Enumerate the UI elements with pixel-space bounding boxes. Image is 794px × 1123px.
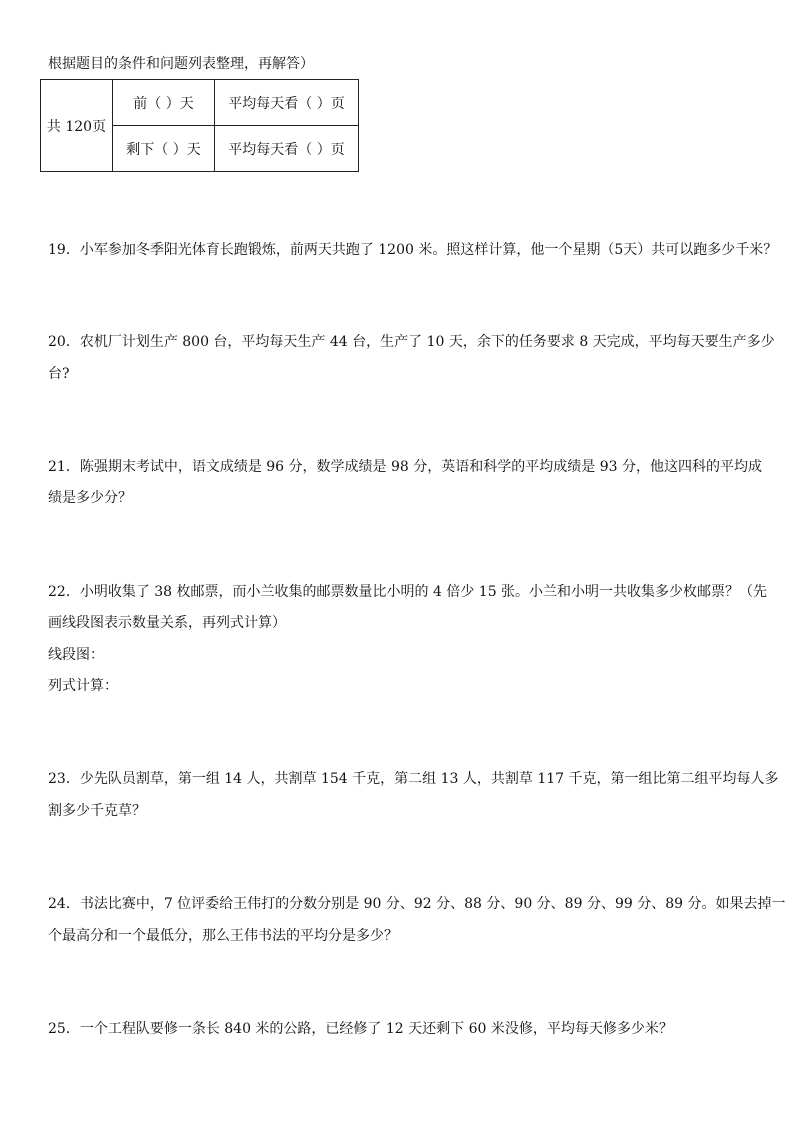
- table-row: [41, 80, 359, 126]
- question-20-line-2: 台?: [48, 366, 70, 382]
- intro-text: 根据题目的条件和问题列表整理，再解答）: [48, 56, 314, 72]
- question-24-line-2: 个最高分和一个最低分，那么王伟书法的平均分是多少？: [48, 928, 398, 944]
- remaining-rate-cell: 平均每天看（ ）页: [215, 126, 359, 172]
- question-23-line-1: 23．少先队员割草，第一组 14 人，共割草 154 千克，第二组 13 人，共割草 117 千克，第一组比第二组平均每人多: [48, 771, 779, 787]
- line-diagram-label: 线段图：: [48, 647, 104, 663]
- total-pages-cell: 共 120页: [41, 80, 113, 172]
- first-days-cell: 前（ ）天: [113, 80, 215, 126]
- question-25: 25．一个工程队要修一条长 840 米的公路，已经修了 12 天还剩下 60 米没修，平均每天修多少米？: [48, 1021, 673, 1037]
- calculation-label: 列式计算：: [48, 678, 118, 694]
- question-19: 19．小军参加冬季阳光体育长跑锻炼，前两天共跑了 1200 米。照这样计算，他一个星期（5天）共可以跑多少千米？: [48, 242, 778, 258]
- question-21-line-1: 21．陈强期末考试中，语文成绩是 96 分，数学成绩是 98 分，英语和科学的平均成绩是 93 分，他这四科的平均成: [48, 459, 762, 475]
- question-22-line-1: 22．小明收集了 38 枚邮票，而小兰收集的邮票数量比小明的 4 倍少 15 张。小兰和小明一共收集多少枚邮票？（先: [48, 584, 768, 600]
- remaining-days-cell: 剩下（ ）天: [113, 126, 215, 172]
- question-24-line-1: 24．书法比赛中，7 位评委给王伟打的分数分别是 90 分、92 分、88 分、90 分、89 分、99 分、89 分。如果去掉一: [48, 896, 786, 912]
- question-20-line-1: 20．农机厂计划生产 800 台，平均每天生产 44 台，生产了 10 天，余下的任务要求 8 天完成，平均每天要生产多少: [48, 334, 775, 350]
- organization-table: [40, 79, 359, 172]
- question-21-line-2: 绩是多少分？: [48, 490, 132, 506]
- question-22-line-2: 画线段图表示数量关系，再列式计算）: [48, 615, 286, 631]
- question-23-line-2: 割多少千克草？: [48, 803, 146, 819]
- first-rate-cell: 平均每天看（ ）页: [215, 80, 359, 126]
